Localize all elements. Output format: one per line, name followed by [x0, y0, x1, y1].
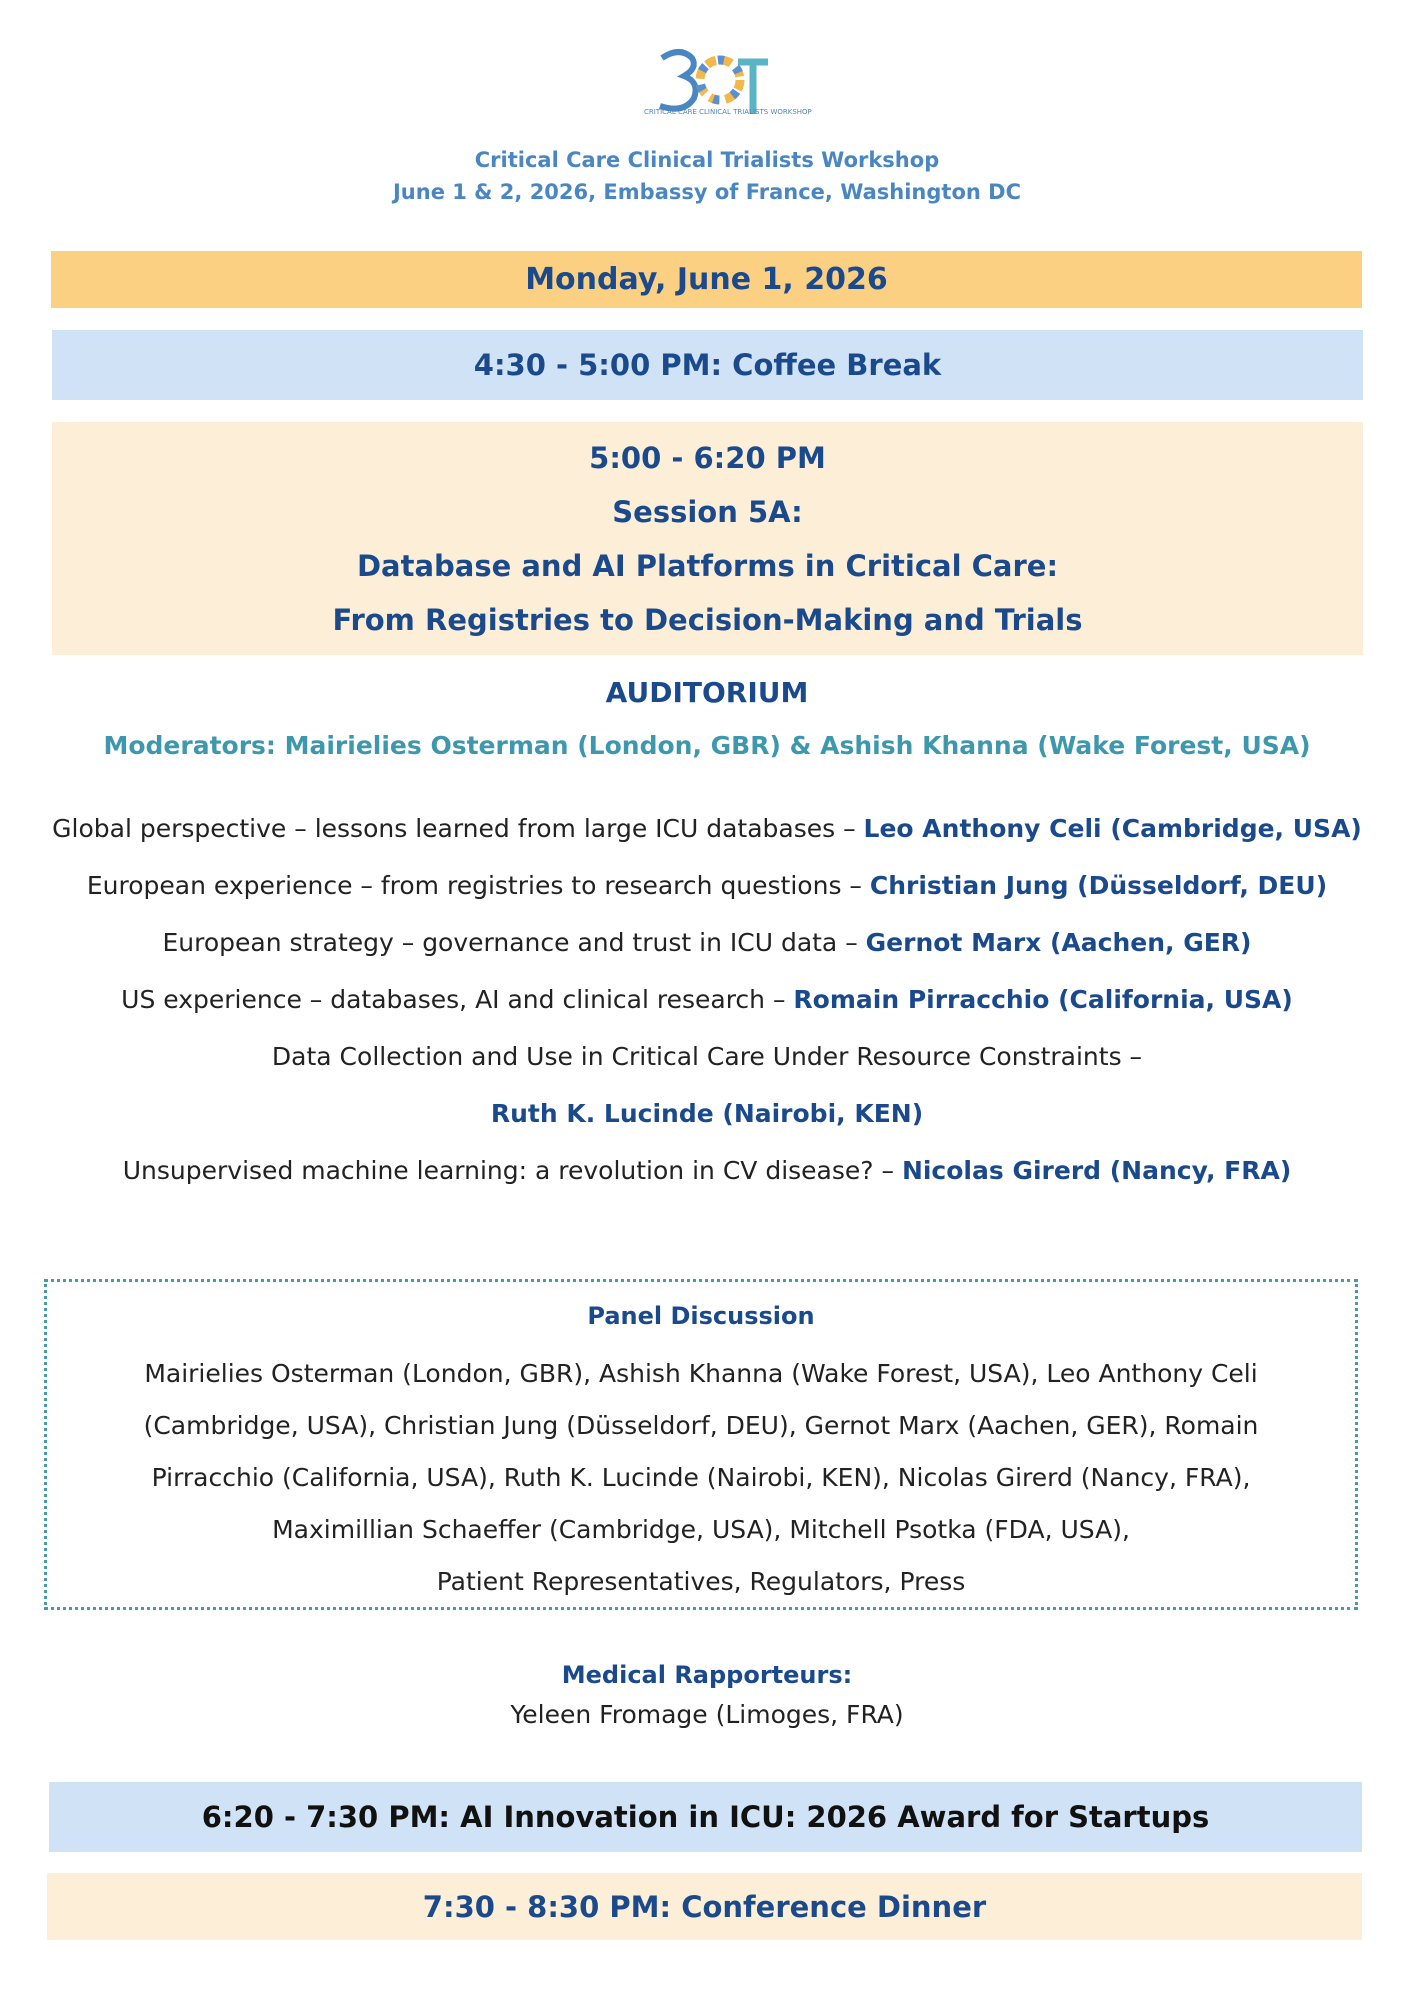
panel-members — [107, 1348, 1295, 1608]
session-name: Session 5A: — [612, 494, 803, 529]
talk-speaker: Gernot Marx (Aachen, GER) — [865, 928, 1252, 957]
session-title-line1: Database and AI Platforms in Critical Care: — [356, 548, 1059, 583]
talk-list — [20, 800, 1394, 1199]
logo-caption: CRITICAL CARE CLINICAL TRIALISTS WORKSHOP — [644, 108, 812, 116]
talk-item — [20, 971, 1394, 1028]
talk-topic: US experience – databases, AI and clinical research – — [121, 985, 794, 1014]
coffee-break-band: 4:30 - 5:00 PM: Coffee Break — [52, 330, 1363, 400]
talk-item — [20, 1085, 1394, 1142]
panel-title: Panel Discussion — [587, 1302, 815, 1330]
3ct-logo-icon — [640, 44, 812, 134]
session-time: 5:00 - 6:20 PM — [589, 440, 826, 475]
rapporteurs-name: Yeleen Fromage (Limoges, FRA) — [510, 1700, 904, 1729]
talk-topic: European strategy – governance and trust in ICU data – — [162, 928, 866, 957]
session-band — [52, 422, 1363, 655]
talk-speaker: Romain Pirracchio (California, USA) — [793, 985, 1293, 1014]
panel-line: Maximillian Schaeffer (Cambridge, USA), Mitchell Psotka (FDA, USA), — [272, 1515, 1130, 1544]
talk-topic: Global perspective – lessons learned from large ICU databases – — [52, 814, 864, 843]
dinner-band: 7:30 - 8:30 PM: Conference Dinner — [47, 1873, 1362, 1940]
talk-speaker: Leo Anthony Celi (Cambridge, USA) — [863, 814, 1362, 843]
talk-speaker: Nicolas Girerd (Nancy, FRA) — [901, 1156, 1292, 1185]
session-title-line2: From Registries to Decision-Making and Trials — [332, 602, 1083, 637]
talk-speaker: Ruth K. Lucinde (Nairobi, KEN) — [490, 1099, 924, 1128]
talk-item — [20, 800, 1394, 857]
talk-topic: European experience – from registries to research questions – — [86, 871, 870, 900]
talk-item — [20, 1028, 1394, 1085]
day-heading: Monday, June 1, 2026 — [51, 251, 1362, 308]
talk-topic: Data Collection and Use in Critical Care Under Resource Constraints – — [271, 1042, 1143, 1071]
workshop-logo — [640, 44, 812, 134]
panel-line: Patient Representatives, Regulators, Press — [436, 1567, 966, 1596]
talk-topic: Unsupervised machine learning: a revolution in CV disease? – — [122, 1156, 902, 1185]
award-band: 6:20 - 7:30 PM: AI Innovation in ICU: 2026 Award for Startups — [49, 1782, 1362, 1852]
moderators: Moderators: Mairielies Osterman (London, GBR) & Ashish Khanna (Wake Forest, USA) — [103, 731, 1311, 760]
talk-item — [20, 914, 1394, 971]
talk-speaker: Christian Jung (Düsseldorf, DEU) — [869, 871, 1328, 900]
panel-line: Pirracchio (California, USA), Ruth K. Lucinde (Nairobi, KEN), Nicolas Girerd (Nancy, FRA), — [151, 1463, 1251, 1492]
workshop-title: Critical Care Clinical Trialists Workshop — [474, 148, 940, 172]
panel-discussion-box — [44, 1279, 1358, 1610]
panel-line: (Cambridge, USA), Christian Jung (Düsseldorf, DEU), Gernot Marx (Aachen, GER), Romain — [143, 1411, 1259, 1440]
workshop-dates-venue: June 1 & 2, 2026, Embassy of France, Washington DC — [392, 180, 1021, 204]
talk-item — [20, 1142, 1394, 1199]
panel-line: Mairielies Osterman (London, GBR), Ashish Khanna (Wake Forest, USA), Leo Anthony Celi — [144, 1359, 1258, 1388]
rapporteurs-title: Medical Rapporteurs: — [561, 1661, 853, 1689]
room-label: AUDITORIUM — [605, 676, 809, 709]
talk-item — [20, 857, 1394, 914]
